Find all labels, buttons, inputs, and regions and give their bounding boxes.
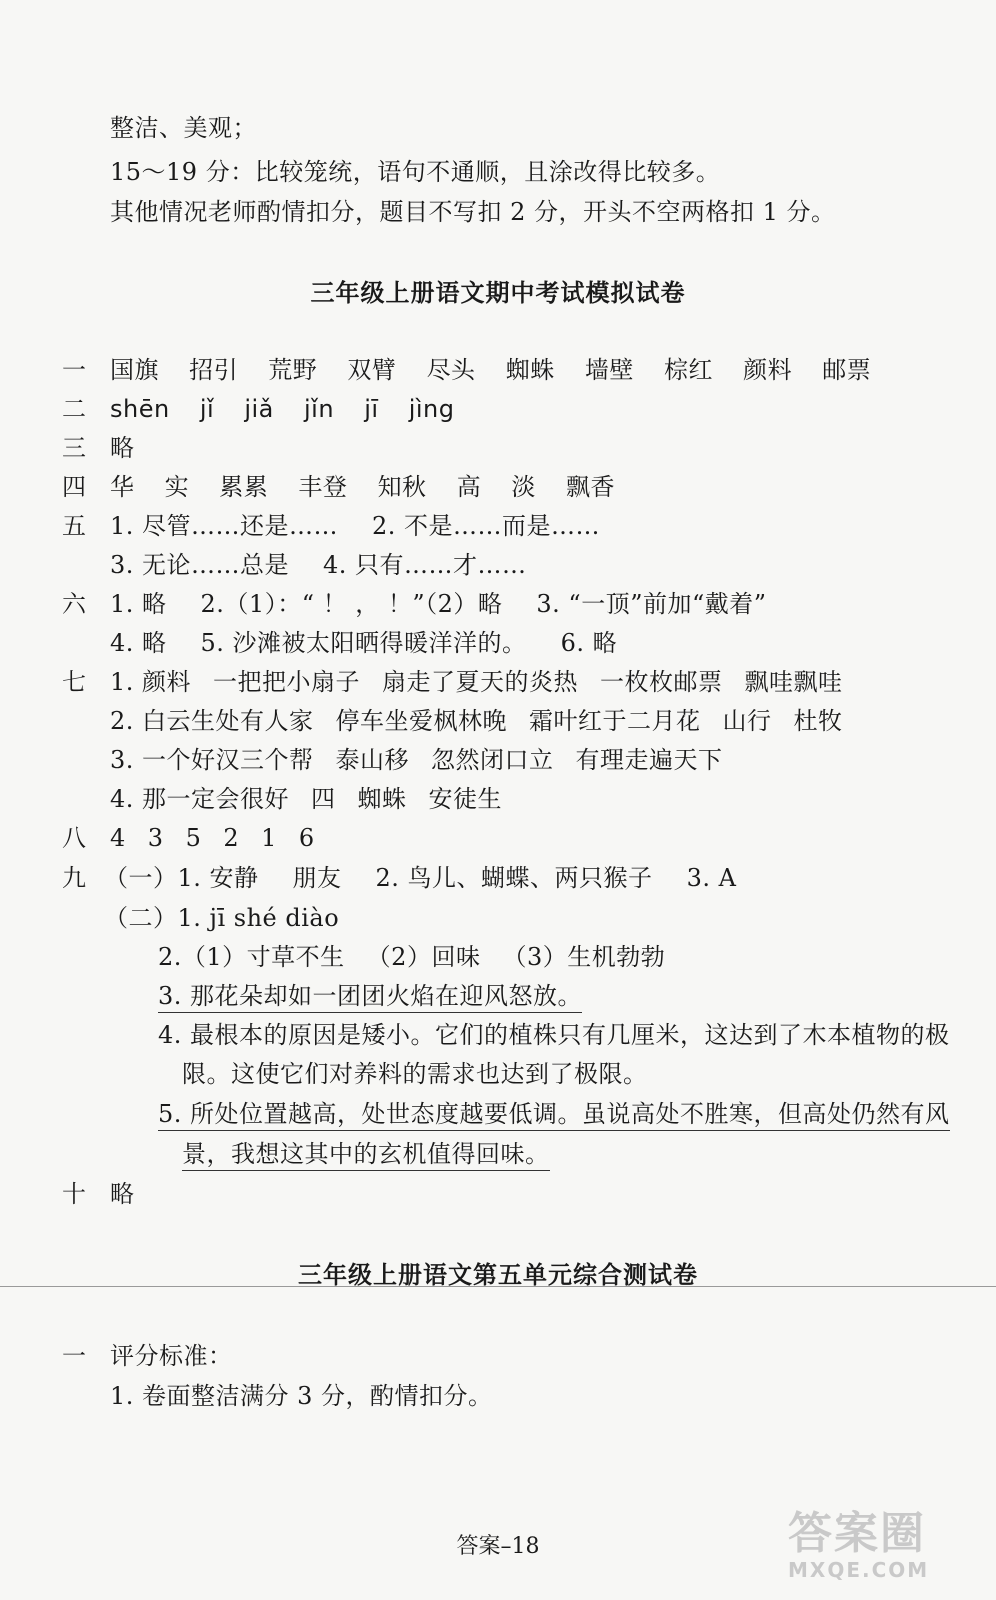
pinyin: jǐ	[199, 395, 215, 423]
question-number: 四	[62, 473, 86, 501]
answer-word: 棕红	[663, 356, 713, 384]
answer-line	[110, 354, 871, 386]
question-number: 十	[62, 1180, 86, 1208]
answer-line: 略	[110, 1180, 135, 1208]
pinyin: shēn	[110, 395, 170, 423]
underlined-answer: 景，我想这其中的玄机值得回味。	[182, 1140, 550, 1171]
answer-line: 3. 无论……总是 4. 只有……才……	[110, 551, 527, 579]
answer-line: 4. 最根本的原因是矮小。它们的植株只有几厘米，这达到了木本植物的极	[158, 1021, 950, 1049]
answer-word: 知秋	[377, 473, 427, 501]
question-number: 六	[62, 590, 86, 618]
answer-word: 实	[164, 473, 190, 501]
pinyin: jǐn	[304, 395, 335, 423]
answer-line: 1. 颜料 一把把小扇子 扇走了夏天的炎热 一枚枚邮票 飘哇飘哇	[110, 668, 843, 696]
underlined-answer: 3. 那花朵却如一团团火焰在迎风怒放。	[158, 982, 582, 1013]
answer-line: 4. 略 5. 沙滩被太阳晒得暖洋洋的。 6. 略	[110, 629, 618, 657]
question-number: 七	[62, 668, 86, 696]
section-title: 三年级上册语文第五单元综合测试卷	[298, 1261, 698, 1289]
answer-line: 2.（1）寸草不生 （2）回味 （3）生机勃勃	[158, 943, 666, 971]
answer-word: 招引	[189, 356, 239, 384]
answer-word: 丰登	[298, 473, 348, 501]
question-number: 一	[62, 1342, 86, 1370]
answer-line	[158, 1098, 950, 1130]
answer-word: 颜料	[743, 356, 793, 384]
underlined-answer: 5. 所处位置越高，处世态度越要低调。虽说高处不胜寒，但高处仍然有风	[158, 1100, 950, 1131]
answer-line: 1. 略 2.（1）：“ ！ ， ！”（2）略 3. “一顶”前加“戴着”	[110, 590, 767, 618]
answer-line: 2. 白云生处有人家 停车坐爱枫林晚 霜叶红于二月花 山行 杜牧	[110, 707, 843, 735]
answer-line: 略	[110, 434, 135, 462]
answer-word: 蜘蛛	[505, 356, 555, 384]
text-line: 整洁、美观；	[110, 114, 257, 142]
answer-word: 淡	[511, 473, 536, 501]
pinyin: jìng	[408, 395, 455, 423]
answer-word: 尽头	[426, 356, 476, 384]
question-number: 八	[62, 824, 86, 852]
watermark-logo: 答案圈 MXQE.COM	[788, 1508, 930, 1582]
answer-line	[182, 1138, 550, 1170]
answer-word: 华	[110, 473, 135, 501]
answer-word: 邮票	[822, 356, 872, 384]
text-line: 其他情况老师酌情扣分，题目不写扣 2 分，开头不空两格扣 1 分。	[110, 198, 836, 226]
section-title: 三年级上册语文期中考试模拟试卷	[310, 279, 686, 307]
question-number: 一	[62, 356, 86, 384]
answer-line	[110, 393, 454, 425]
answer-line: 1. 尽管……还是…… 2. 不是……而是……	[110, 512, 601, 540]
text-line: 15～19 分：比较笼统，语句不通顺，且涂改得比较多。	[110, 158, 721, 186]
pinyin: jī	[364, 395, 379, 423]
answer-line	[158, 980, 582, 1012]
answer-line	[110, 471, 615, 503]
answer-word: 墙壁	[584, 356, 634, 384]
question-number: 九	[62, 864, 86, 892]
answer-line: 4. 那一定会很好 四 蜘蛛 安徒生	[110, 785, 503, 813]
answer-line: （二）1. jī shé diào	[104, 904, 340, 932]
answer-word: 双臂	[347, 356, 397, 384]
question-number: 三	[62, 434, 86, 462]
answer-word: 累累	[219, 473, 269, 501]
answer-word: 飘香	[565, 473, 615, 501]
pinyin: jiǎ	[244, 395, 274, 423]
question-number: 五	[62, 512, 86, 540]
page-number: 答案–18	[456, 1534, 540, 1559]
answer-word: 高	[456, 473, 482, 501]
answer-word: 国旗	[110, 356, 159, 384]
answer-line: 4 3 5 2 1 6	[110, 824, 315, 852]
text-line: 评分标准：	[110, 1342, 233, 1370]
text-line: 1. 卷面整洁满分 3 分，酌情扣分。	[110, 1382, 493, 1410]
question-number: 二	[62, 395, 86, 423]
answer-line: 限。这使它们对养料的需求也达到了极限。	[182, 1060, 648, 1088]
answer-line: （一）1. 安静 朋友 2. 鸟儿、蝴蝶、两只猴子 3. A	[104, 864, 737, 892]
answer-line: 3. 一个好汉三个帮 泰山移 忽然闭口立 有理走遍天下	[110, 746, 723, 774]
answer-word: 荒野	[268, 356, 318, 384]
